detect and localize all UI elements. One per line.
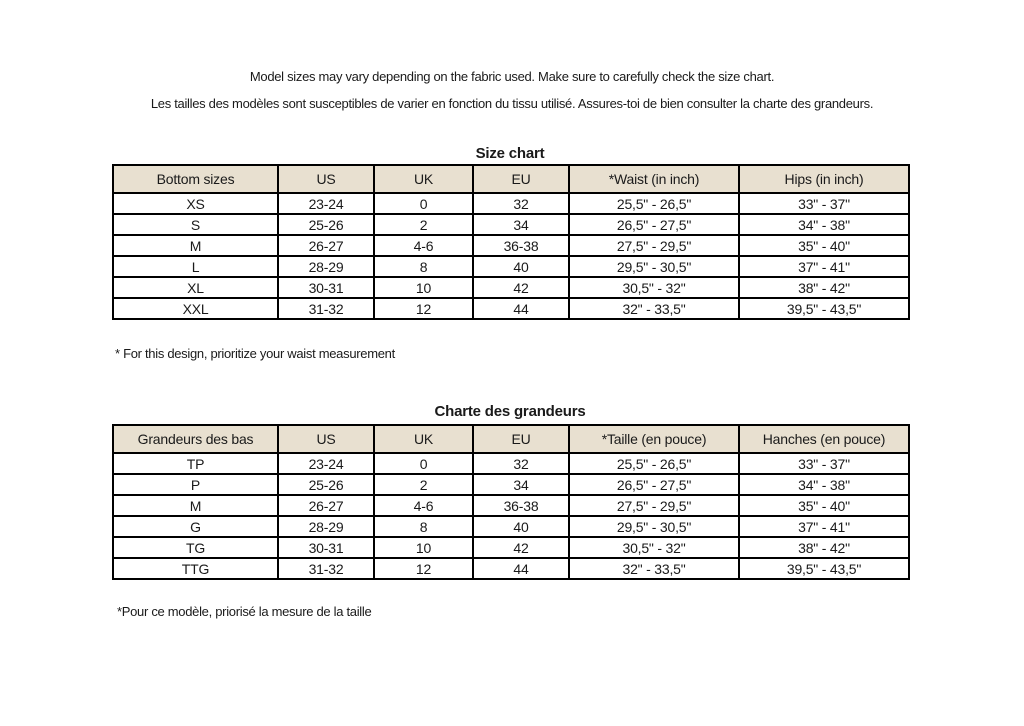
table-cell: 40 — [473, 256, 569, 277]
table-row — [113, 235, 909, 256]
table-cell: 36-38 — [473, 235, 569, 256]
table-cell: 28-29 — [278, 256, 374, 277]
table-cell: M — [113, 495, 278, 516]
table-cell: 12 — [374, 298, 473, 319]
table-cell: 28-29 — [278, 516, 374, 537]
table-cell: 12 — [374, 558, 473, 579]
table-cell: 30-31 — [278, 537, 374, 558]
table-cell: G — [113, 516, 278, 537]
table-cell: 2 — [374, 214, 473, 235]
table-cell: 38" - 42" — [739, 537, 909, 558]
table-cell: 29,5" - 30,5" — [569, 516, 739, 537]
column-header: Hanches (en pouce) — [739, 425, 909, 453]
size-chart-en-title: Size chart — [475, 145, 545, 162]
table-cell: 8 — [374, 516, 473, 537]
table-cell: 34" - 38" — [739, 214, 909, 235]
size-chart-en-footnote: * For this design, prioritize your waist measurement — [115, 346, 395, 361]
table-cell: XS — [113, 193, 278, 214]
table-row — [113, 256, 909, 277]
table-cell: 35" - 40" — [739, 495, 909, 516]
table-cell: 27,5" - 29,5" — [569, 495, 739, 516]
table-row — [113, 277, 909, 298]
table-row — [113, 558, 909, 579]
table-cell: 31-32 — [278, 558, 374, 579]
table-row — [113, 298, 909, 319]
table-cell: L — [113, 256, 278, 277]
table-cell: 37" - 41" — [739, 516, 909, 537]
table-cell: 26-27 — [278, 235, 374, 256]
table-cell: 26-27 — [278, 495, 374, 516]
table-cell: 26,5" - 27,5" — [569, 214, 739, 235]
table-cell: 42 — [473, 537, 569, 558]
header-row — [113, 165, 909, 193]
table-cell: 44 — [473, 558, 569, 579]
size-chart-fr-title: Charte des grandeurs — [434, 403, 586, 420]
table-cell: 29,5" - 30,5" — [569, 256, 739, 277]
table-cell: 23-24 — [278, 453, 374, 474]
table-cell: 35" - 40" — [739, 235, 909, 256]
table-cell: 26,5" - 27,5" — [569, 474, 739, 495]
table-cell: 32" - 33,5" — [569, 298, 739, 319]
table-cell: 38" - 42" — [739, 277, 909, 298]
table-cell: 34 — [473, 214, 569, 235]
column-header: Bottom sizes — [113, 165, 278, 193]
table-cell: P — [113, 474, 278, 495]
table-cell: 33" - 37" — [739, 453, 909, 474]
column-header: *Taille (en pouce) — [569, 425, 739, 453]
column-header: Grandeurs des bas — [113, 425, 278, 453]
table-cell: 32 — [473, 193, 569, 214]
table-cell: 23-24 — [278, 193, 374, 214]
intro-text-en: Model sizes may vary depending on the fabric used. Make sure to carefully check the size chart. — [249, 69, 775, 84]
table-cell: 40 — [473, 516, 569, 537]
column-header: *Waist (in inch) — [569, 165, 739, 193]
table-cell: 34" - 38" — [739, 474, 909, 495]
table-cell: 36-38 — [473, 495, 569, 516]
table-cell: 4-6 — [374, 235, 473, 256]
table-cell: 27,5" - 29,5" — [569, 235, 739, 256]
table-cell: 44 — [473, 298, 569, 319]
table-cell: 10 — [374, 277, 473, 298]
table-cell: 25-26 — [278, 474, 374, 495]
table-cell: 39,5" - 43,5" — [739, 558, 909, 579]
table-cell: 37" - 41" — [739, 256, 909, 277]
table-cell: 31-32 — [278, 298, 374, 319]
table-cell: 25,5" - 26,5" — [569, 453, 739, 474]
table-cell: 4-6 — [374, 495, 473, 516]
table-cell: 0 — [374, 453, 473, 474]
column-header: UK — [374, 425, 473, 453]
column-header: EU — [473, 165, 569, 193]
column-header: EU — [473, 425, 569, 453]
table-row — [113, 495, 909, 516]
size-chart-en-table — [112, 164, 910, 320]
table-cell: XXL — [113, 298, 278, 319]
table-cell: 30,5" - 32" — [569, 277, 739, 298]
column-header: UK — [374, 165, 473, 193]
table-cell: 10 — [374, 537, 473, 558]
table-cell: 33" - 37" — [739, 193, 909, 214]
table-cell: XL — [113, 277, 278, 298]
table-cell: 30-31 — [278, 277, 374, 298]
column-header: US — [278, 165, 374, 193]
table-row — [113, 214, 909, 235]
table-row — [113, 193, 909, 214]
table-cell: 32 — [473, 453, 569, 474]
table-cell: TP — [113, 453, 278, 474]
table-cell: 39,5" - 43,5" — [739, 298, 909, 319]
table-cell: 34 — [473, 474, 569, 495]
column-header: US — [278, 425, 374, 453]
table-cell: M — [113, 235, 278, 256]
table-row — [113, 453, 909, 474]
table-cell: 42 — [473, 277, 569, 298]
intro-text-fr: Les tailles des modèles sont susceptibles de varier en fonction du tissu utilisé. Assures-toi de bien consulter la charte des grandeurs. — [150, 96, 874, 111]
table-cell: 30,5" - 32" — [569, 537, 739, 558]
table-cell: 8 — [374, 256, 473, 277]
header-row — [113, 425, 909, 453]
table-cell: 25,5" - 26,5" — [569, 193, 739, 214]
table-cell: 32" - 33,5" — [569, 558, 739, 579]
table-cell: 2 — [374, 474, 473, 495]
table-cell: TTG — [113, 558, 278, 579]
table-row — [113, 516, 909, 537]
table-cell: 0 — [374, 193, 473, 214]
table-cell: 25-26 — [278, 214, 374, 235]
size-chart-fr-table — [112, 424, 910, 580]
table-cell: TG — [113, 537, 278, 558]
size-chart-fr-footnote: *Pour ce modèle, priorisé la mesure de la taille — [117, 604, 372, 619]
table-row — [113, 474, 909, 495]
table-row — [113, 537, 909, 558]
column-header: Hips (in inch) — [739, 165, 909, 193]
table-cell: S — [113, 214, 278, 235]
